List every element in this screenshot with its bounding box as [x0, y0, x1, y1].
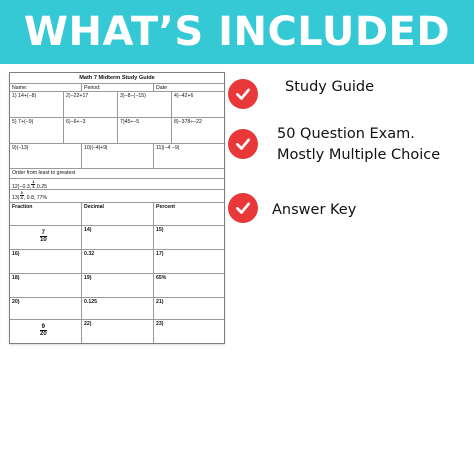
- problem-8: 8)−378÷−22: [174, 119, 202, 125]
- percent-cell: 65%: [156, 275, 167, 281]
- problem-13-suffix: , 0.8, 77%: [23, 195, 48, 201]
- date-field-label: Date: [156, 85, 167, 91]
- problem-6: 6)−6+−3: [64, 118, 118, 143]
- percent-cell: 21): [156, 299, 164, 305]
- problem-12-numerator: 1: [32, 179, 35, 184]
- checkmark-icon: [228, 193, 258, 223]
- fraction-cell: [10, 226, 82, 249]
- table-row: [10, 226, 224, 250]
- percent-cell: 17): [156, 251, 164, 257]
- problem-12-prefix: 12)−0.3,: [12, 184, 32, 190]
- problem-4: 4)−42+6: [174, 93, 194, 99]
- table-row: [10, 298, 224, 320]
- problem-10: 10)|−4|+9|: [82, 144, 154, 168]
- problem-12-denominator: 3: [32, 184, 35, 189]
- answer-key-label: Answer Key: [272, 202, 357, 218]
- problem-row-2: [10, 118, 224, 144]
- decimal-cell: 19): [82, 274, 154, 297]
- percent-cell: 15): [156, 227, 164, 233]
- table-row: [10, 320, 224, 343]
- fraction-value: [40, 324, 47, 337]
- problem-1: 1) 14+(−8): [10, 92, 64, 117]
- name-field-label: Name:: [10, 84, 82, 91]
- problem-12-suffix: ,0.25: [35, 184, 47, 190]
- header-banner: [0, 0, 474, 64]
- problem-7: 7)45÷−5: [118, 118, 172, 143]
- order-instruction: Order from least to greatest: [12, 170, 76, 176]
- checkmark-icon: [228, 79, 258, 109]
- problem-13: [10, 190, 224, 202]
- percent-column-header: Percent: [156, 204, 176, 210]
- problem-row-12: [10, 179, 224, 190]
- decimal-cell: 14): [82, 226, 154, 249]
- problem-13-numerator: 3: [20, 190, 23, 195]
- banner-title: WHAT’S INCLUDED: [23, 9, 451, 55]
- fraction-cell: 18): [10, 274, 82, 297]
- problem-row-13: [10, 190, 224, 203]
- table-header-row: [10, 203, 224, 226]
- decimal-column-header: Decimal: [82, 203, 154, 225]
- problem-13-denominator: 4: [20, 195, 23, 200]
- problem-3: 3)−8−(−15): [118, 92, 172, 117]
- fraction-value: [40, 230, 47, 243]
- fraction-cell: [10, 320, 82, 343]
- table-row: [10, 274, 224, 298]
- period-field-label: Period:: [82, 84, 154, 91]
- fraction-numerator: 7: [41, 230, 46, 236]
- percent-cell: 23): [156, 321, 164, 327]
- problem-9: 9)|−13|: [10, 144, 82, 168]
- problem-5: 5) 7+(−9): [10, 118, 64, 143]
- problem-row-1: [10, 92, 224, 118]
- decimal-cell: 0.125: [82, 298, 154, 319]
- problem-2: 2)−22+17: [64, 92, 118, 117]
- problem-row-3: [10, 144, 224, 169]
- worksheet-preview: [9, 72, 225, 344]
- fraction-denominator: 20: [40, 331, 47, 337]
- decimal-cell: 22): [82, 320, 154, 343]
- problem-11: 11)|−4 −9|: [156, 145, 180, 151]
- fraction-cell: 16): [10, 250, 82, 273]
- table-row: [10, 250, 224, 274]
- study-guide-label: Study Guide: [285, 79, 375, 95]
- problem-13-prefix: 13): [12, 195, 20, 201]
- fraction-cell: 20): [10, 298, 82, 319]
- worksheet-title-row: [10, 73, 224, 84]
- problem-12: [10, 179, 224, 189]
- exam-label-line-2: Mostly Multiple Choice: [277, 147, 441, 163]
- order-instruction-row: [10, 169, 224, 179]
- checkmark-icon: [228, 129, 258, 159]
- fraction-numerator: 9: [41, 324, 46, 330]
- worksheet-header-row: [10, 84, 224, 92]
- worksheet-title: Math 7 Midterm Study Guide: [79, 75, 155, 81]
- fraction-denominator: 10: [40, 237, 47, 243]
- fraction-column-header: Fraction: [10, 203, 82, 225]
- decimal-cell: 0.32: [82, 250, 154, 273]
- exam-label-line-1: 50 Question Exam.: [277, 126, 415, 142]
